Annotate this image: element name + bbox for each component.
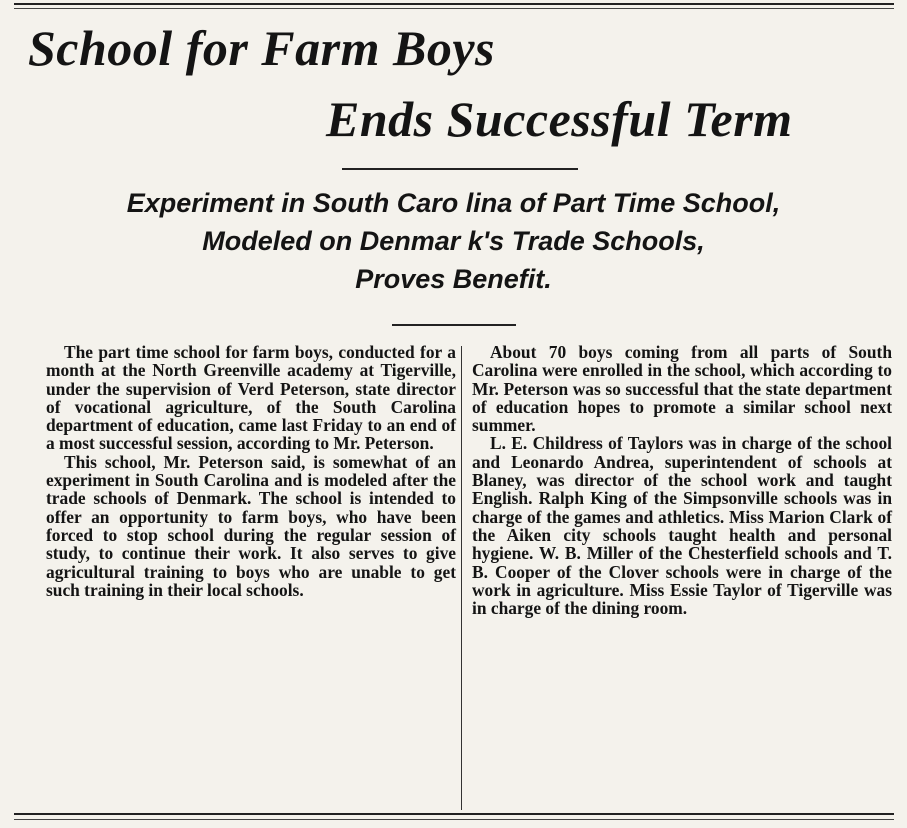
column-separator [461, 346, 462, 810]
bottom-border-rule [14, 813, 894, 815]
subheadline-divider [392, 324, 516, 326]
subheadline-line-3: Proves Benefit. [355, 264, 552, 294]
headline-line-1: School for Farm Boys [28, 20, 496, 76]
article-column-left [46, 343, 456, 599]
article-column-right [472, 343, 892, 617]
paragraph: The part time school for farm boys, conducted for a month at the North Greenville academy at Tigerville, under the supervision of Verd Peterson, state director of vocational agriculture, of the South Carolina department of education, came last Friday to an end of a most successful session, according to Mr. Peterson. [46, 342, 456, 454]
subheadline-line-1: Experiment in South Caro lina of Part Time School, [126, 188, 781, 218]
subheadline-line-2: Modeled on Denmar k's Trade Schools, [202, 226, 705, 256]
paragraph: This school, Mr. Peterson said, is somewhat of an experiment in South Carolina and is modeled after the trade schools of Denmark. The school is intended to offer an opportunity to farm boys, who have been forced to stop school during the regular session of study, to continue their work. It also serves to give agricultural training to boys who are unable to get such training in their local schools. [46, 451, 456, 600]
paragraph: About 70 boys coming from all parts of South Carolina were enrolled in the school, which according to Mr. Peterson was so successful that the state department of education hopes to promote a similar school next summer. [472, 342, 892, 436]
top-border-rule-thin [14, 8, 894, 9]
bottom-border-rule-thin [14, 819, 894, 820]
subheadline [10, 184, 897, 298]
headline-line-2: Ends Successful Term [326, 91, 793, 147]
paragraph: L. E. Childress of Taylors was in charge of the school and Leonardo Andrea, superintendent of schools at Blaney, was director of the school work and taught English. Ralph King of the Simpsonville schools was in charge of the games and athletics. Miss Marion Clark of the Aiken city schools taught health and personal hygiene. W. B. Miller of the Chesterfield schools and T. B. Cooper of the Clover schools were in charge of the work in agriculture. Miss Essie Taylor of Tigerville was in charge of the dining room. [472, 433, 892, 619]
top-border-rule [14, 3, 894, 5]
headline-divider [342, 168, 578, 170]
